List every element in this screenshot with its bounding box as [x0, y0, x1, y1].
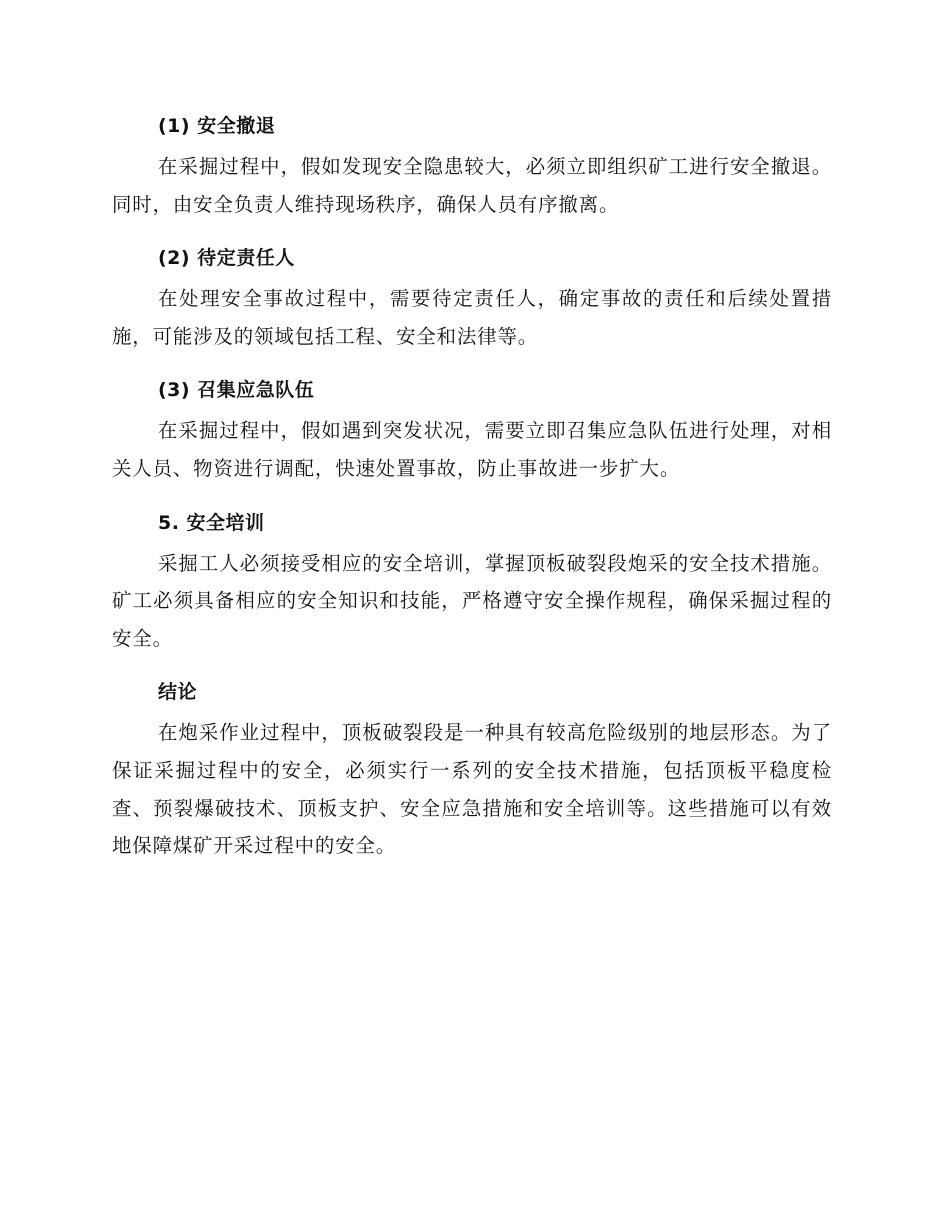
- section-safe-evacuation: [112, 108, 832, 223]
- section-paragraph: 在炮采作业过程中，顶板破裂段是一种具有较高危险级别的地层形态。为了保证采掘过程中的安全，必须实行一系列的安全技术措施，包括顶板平稳度检查、预裂爆破技术、顶板支护、安全应急措施和安全培训等。这些措施可以有效地保障煤矿开采过程中的安全。: [112, 721, 832, 858]
- section-heading: (1) 安全撤退: [158, 115, 276, 137]
- section-heading: 5. 安全培训: [158, 511, 265, 534]
- section-safety-training: [112, 505, 832, 658]
- section-heading: (3) 召集应急队伍: [158, 379, 315, 402]
- section-paragraph: 采掘工人必须接受相应的安全培训，掌握顶板破裂段炮采的安全技术措施。矿工必须具备相应的安全知识和技能，严格遵守安全操作规程，确保采掘过程的安全。: [112, 551, 832, 650]
- section-responsible-person: [112, 240, 832, 355]
- section-emergency-team: [112, 372, 832, 487]
- section-paragraph: 在处理安全事故过程中，需要待定责任人，确定事故的责任和后续处置措施，可能涉及的领域包括工程、安全和法律等。: [112, 287, 832, 348]
- section-heading: (2) 待定责任人: [158, 247, 295, 270]
- section-conclusion: [112, 674, 832, 864]
- section-paragraph: 在采掘过程中，假如发现安全隐患较大，必须立即组织矿工进行安全撤退。同时，由安全负责人维持现场秩序，确保人员有序撤离。: [112, 155, 832, 216]
- section-heading: 结论: [158, 681, 198, 704]
- section-paragraph: 在采掘过程中，假如遇到突发状况，需要立即召集应急队伍进行处理，对相关人员、物资进行调配，快速处置事故，防止事故进一步扩大。: [112, 419, 832, 480]
